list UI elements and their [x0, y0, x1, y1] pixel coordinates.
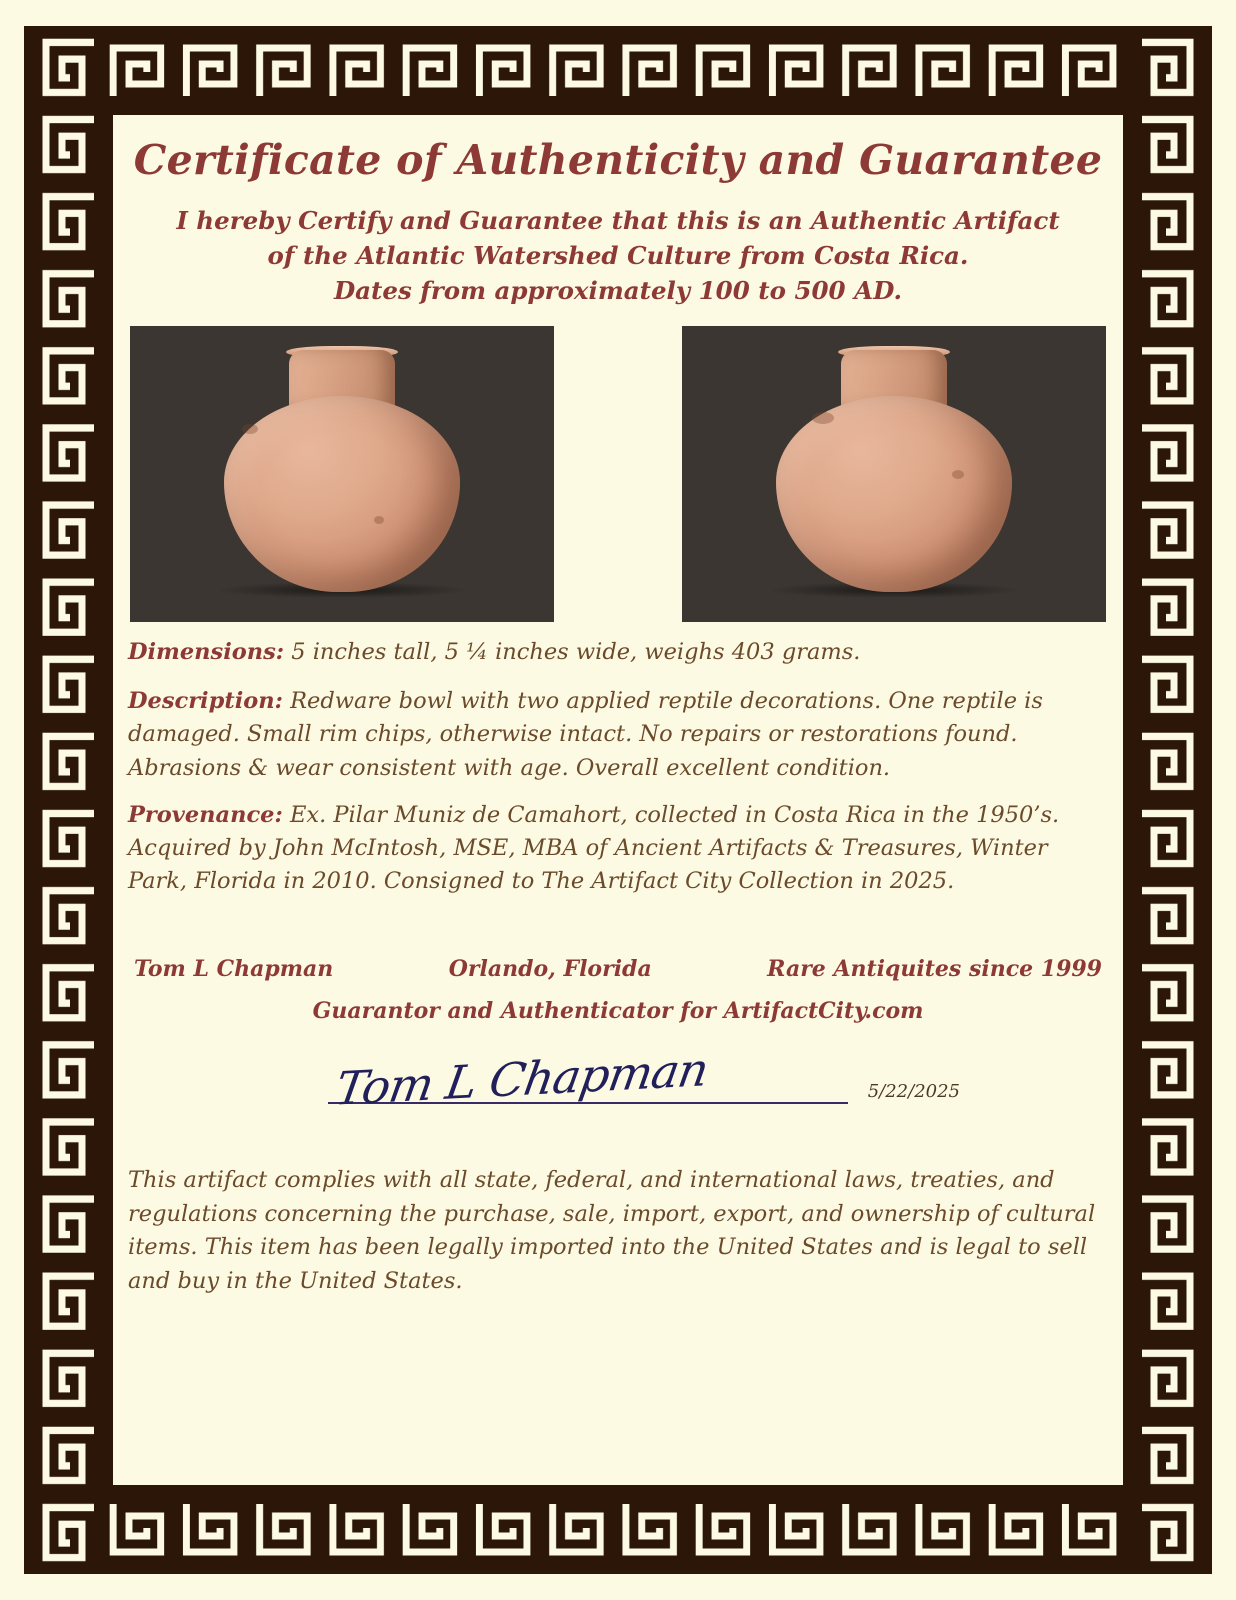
- pot-body-right: [776, 396, 1012, 592]
- field-dimensions-label: Dimensions:: [128, 639, 285, 666]
- field-dimensions-value: 5 inches tall, 5 ¼ inches wide, weighs 403 grams.: [284, 639, 861, 666]
- signer-tagline: Rare Antiquites since 1999: [767, 955, 1102, 982]
- greek-key-border-right: [1132, 32, 1206, 1568]
- greek-key-border-left: [30, 32, 104, 1568]
- pot-body-left: [224, 396, 460, 592]
- field-dimensions: [128, 636, 1108, 669]
- pot-blemish: [242, 424, 258, 434]
- artifact-photo-right: [682, 326, 1106, 622]
- signature-block: [128, 1030, 1108, 1126]
- field-description-value: Redware bowl with two applied reptile decorations. One reptile is damaged. Small rim chips, otherwise intact. No repairs or restorations found. Abrasions & wear consistent with age. Overall excellent condition.: [128, 688, 1043, 781]
- guarantor-line: Guarantor and Authenticator for ArtifactCity.com: [312, 997, 924, 1024]
- artifact-photos: [130, 326, 1106, 622]
- artifact-photo-left: [130, 326, 554, 622]
- signer-name: Tom L Chapman: [134, 955, 334, 982]
- legal-statement: This artifact complies with all state, federal, and international laws, treaties, and regulations concerning the purchase, sale, import, export, and ownership of cultural items. This item has been legally imported into the United States and is legal to sell and buy in the United States.: [128, 1166, 1096, 1295]
- certify-statement: [128, 204, 1108, 308]
- certify-line-2: of the Atlantic Watershed Culture from Costa Rica.: [267, 240, 969, 270]
- field-description: [128, 685, 1108, 784]
- field-provenance-value: Ex. Pilar Muniz de Camahort, collected in Costa Rica in the 1950’s. Acquired by John McIntosh, MSE, MBA of Ancient Artifacts & Treasures, Winter Park, Florida in 2010. Consigned to The Artifact City Collection in 2025.: [128, 801, 1060, 894]
- field-description-label: Description:: [128, 688, 283, 715]
- pot-blemish: [374, 516, 384, 524]
- pot-blemish: [812, 412, 834, 424]
- pot-blemish: [952, 470, 964, 479]
- signer-location: Orlando, Florida: [448, 955, 652, 982]
- signer-row: [128, 956, 1108, 982]
- greek-key-border-top: [30, 32, 1206, 106]
- certify-line-1: I hereby Certify and Guarantee that this is an Authentic Artifact: [176, 206, 1060, 235]
- field-provenance-label: Provenance:: [128, 801, 283, 828]
- greek-key-border-bottom: [30, 1494, 1206, 1568]
- certify-line-3: Dates from approximately 100 to 500 AD.: [333, 275, 903, 305]
- field-provenance: [128, 799, 1108, 898]
- signature-date: 5/22/2025: [867, 1080, 960, 1102]
- certificate-content: [104, 104, 1132, 1496]
- signature-script: Tom L Chapman: [331, 1042, 712, 1116]
- page-title: Certificate of Authenticity and Guarantee: [133, 136, 1103, 184]
